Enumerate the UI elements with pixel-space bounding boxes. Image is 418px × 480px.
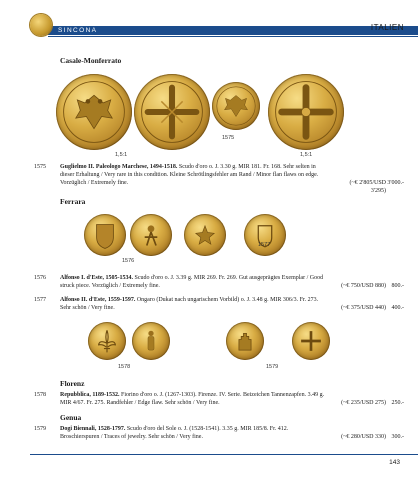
- lot-title: Guglielmo II. Paleologo Marchese, 1494-1518.: [60, 164, 178, 170]
- caption-scale-b: 1,5:1: [300, 152, 313, 158]
- lot-1577: [34, 296, 404, 314]
- figure-icon: [130, 214, 172, 256]
- lot-title: Dogi Biennali, 1528-1797.: [60, 426, 126, 432]
- lily-icon: [88, 322, 126, 360]
- lot-title: Repubblica, 1189-1532.: [60, 392, 120, 398]
- lot-description: [60, 425, 340, 441]
- cross-icon: [134, 74, 210, 150]
- coin-1579-obverse: [226, 322, 264, 360]
- lot-description: [60, 296, 340, 312]
- coin-1575-obverse-large: [56, 74, 132, 150]
- cross-icon: [292, 322, 330, 360]
- star-icon: [184, 214, 226, 256]
- lot-line: MIR 4/67. Fr. 275. Randfehler / Edge flaw. Sehr schön / Very fine.: [60, 400, 220, 406]
- footer-rule: [30, 454, 418, 455]
- shield-icon: [244, 214, 286, 256]
- lot-line: Fiorino d'oro o. J. (1267-1303). Firenze. IV. Serie. Beizeichen Tannenzapfen. 3.49 g.: [119, 392, 325, 398]
- lot-price: 300.-: [391, 434, 404, 440]
- lot-number: 1575: [34, 164, 46, 170]
- lot-estimate: (~€ 2'805/USD 3'295): [349, 180, 386, 194]
- lot-number: 1579: [34, 426, 46, 432]
- lot-description: [60, 274, 340, 290]
- cross-icon: [268, 74, 344, 150]
- caption-1578: 1578: [118, 364, 131, 370]
- lot-1579: [34, 425, 404, 443]
- lot-estimate: (~€ 235/USD 275): [341, 400, 386, 406]
- caption-1579: 1579: [266, 364, 279, 370]
- coin-1578-obverse: [88, 322, 126, 360]
- coin-1577-reverse: [244, 214, 286, 256]
- caption-1576: 1576: [122, 258, 135, 264]
- caption-1577: 1577: [258, 242, 271, 248]
- coin-1578-reverse: [132, 322, 170, 360]
- saint-icon: [132, 322, 170, 360]
- eagle-icon: [212, 82, 260, 130]
- lot-price: 400.-: [391, 305, 404, 311]
- lot-price: 250.-: [391, 400, 404, 406]
- coin-1575-obverse: [212, 82, 260, 130]
- lot-estimate: (~€ 375/USD 440): [341, 305, 386, 311]
- coin-1575-reverse-large: [134, 74, 210, 150]
- lot-price: 3'000.-: [387, 180, 404, 186]
- coin-1576-obverse: [84, 214, 126, 256]
- lot-number: 1577: [34, 297, 46, 303]
- lot-1576: [34, 274, 404, 292]
- page-number: 143: [389, 459, 400, 466]
- heading-ferrara: Ferrara: [60, 197, 86, 206]
- lot-estimate: (~€ 750/USD 880): [341, 283, 386, 289]
- lot-line: Scudo d'oro o. J. 3.30 g. MIR 181. Fr. 168. Sehr selten in: [177, 164, 316, 170]
- lot-description: [60, 391, 340, 407]
- coin-1577-obverse: [184, 214, 226, 256]
- eagle-icon: [56, 74, 132, 150]
- caption-scale-a: 1,5:1: [115, 152, 128, 158]
- lot-line: Scudo d'oro o. J. 3.39 g. MIR 269. Fr. 269. Gut ausgeprägtes Exemplar / Good: [133, 275, 324, 281]
- lot-description: [60, 163, 340, 187]
- coin-logo-icon: [30, 14, 52, 36]
- castle-icon: [226, 322, 264, 360]
- lot-estimate: (~€ 280/USD 330): [341, 434, 386, 440]
- coin-1579-reverse: [292, 322, 330, 360]
- logo-text: SINCONA: [58, 27, 98, 34]
- lot-line: Ongaro (Dukat nach ungarischem Vorbild) o. J. 3.48 g. MIR 306/3. Fr. 273.: [135, 297, 319, 303]
- heading-florenz: Florenz: [60, 379, 85, 388]
- lot-line: dieser Erhaltung / Very rare in this condition. Kleine Schrötlingsfehler am Rand / Minor flan flaws on edge.: [60, 172, 319, 178]
- heading-genua: Genua: [60, 413, 82, 422]
- lot-1578: [34, 391, 404, 409]
- page-header: [0, 0, 418, 44]
- shield-icon: [84, 214, 126, 256]
- section-label: ITALIEN: [370, 23, 404, 32]
- coin-1576-reverse: [130, 214, 172, 256]
- header-rule: [48, 36, 418, 37]
- heading-casale: Casale-Monferrato: [60, 56, 122, 65]
- lot-title: Alfonso II. d'Este, 1559-1597.: [60, 297, 136, 303]
- lot-line: Sehr schön / Very fine.: [60, 305, 115, 311]
- lot-line: Broschierspuren / Traces of jewelry. Sehr schön / Very fine.: [60, 434, 203, 440]
- lot-title: Alfonso I. d'Este, 1505-1534.: [60, 275, 134, 281]
- lot-line: Scudo d'oro del Sole o. J. (1528-1541). 3.35 g. MIR 185/8. Fr. 412.: [125, 426, 289, 432]
- lot-number: 1576: [34, 275, 46, 281]
- caption-1575: 1575: [222, 135, 235, 141]
- lot-1575: [34, 163, 404, 195]
- lot-number: 1578: [34, 392, 46, 398]
- lot-line: Vorzüglich / Extremely fine.: [60, 180, 129, 186]
- lot-price: 800.-: [391, 283, 404, 289]
- header-band: [48, 26, 418, 35]
- lot-line: struck piece. Vorzüglich / Extremely fine.: [60, 283, 160, 289]
- coin-1575-reverse: [268, 74, 344, 150]
